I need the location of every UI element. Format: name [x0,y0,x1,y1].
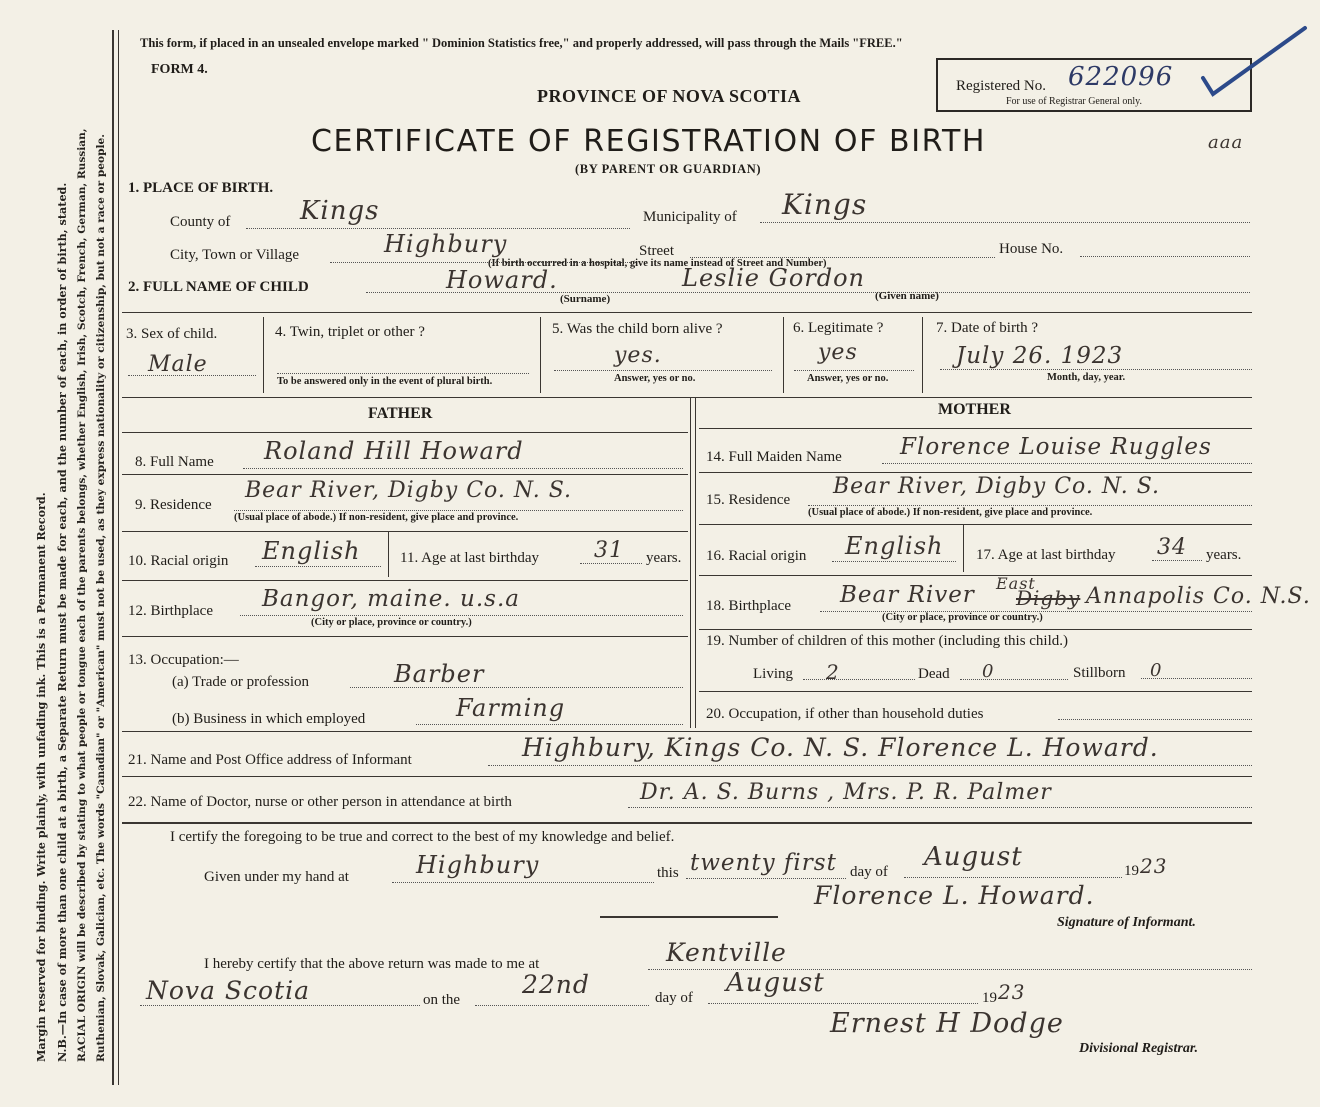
father-business-value: Farming [456,694,566,722]
father-racial-value: English [262,537,361,565]
mother-racial-value: English [845,532,944,560]
registrar-place-value: Kentville [666,938,787,967]
sex-value: Male [148,352,208,377]
mother-age-value: 34 [1157,535,1187,560]
father-years-label: years. [646,550,682,566]
mother-birthplace-note: (City or place, province or country.) [882,612,1043,623]
mother-age-label: 17. Age at last birthday [976,547,1116,563]
house-label: House No. [999,241,1064,257]
legitimate-value: yes [818,340,858,365]
province-heading: PROVINCE OF NOVA SCOTIA [537,86,802,106]
form-number: FORM 4. [151,62,208,77]
stillborn-value: 0 [1150,660,1163,681]
certificate-title: CERTIFICATE OF REGISTRATION OF BIRTH [311,124,987,159]
margin-note-racial-origin: RACIAL ORIGIN will be described by stating to what people or tongue each of the parents belongs, whether English, Irish, Scotch, French, German, Russian, [76,128,88,1062]
mother-children-label: 19. Number of children of this mother (including this child.) [706,633,1069,649]
dob-value: July 26. 1923 [956,343,1124,369]
mother-birthplace-east: East [996,574,1036,593]
mother-birthplace-county: Annapolis Co. N.S. [1086,584,1311,609]
mother-occupation-label: 20. Occupation, if other than household duties [706,706,984,722]
registered-label: Registered No. [956,78,1046,94]
mother-birthplace-value: Bear River [840,582,975,608]
hospital-note: (If birth occurred in a hospital, give its name instead of Street and Number) [488,258,827,269]
alive-note: Answer, yes or no. [614,373,696,384]
certification-year-value: 23 [1140,854,1168,878]
stillborn-label: Stillborn [1073,665,1126,681]
doctor-label: 22. Name of Doctor, nurse or other person in attendance at birth [128,794,512,810]
registrar-province-value: Nova Scotia [146,976,311,1005]
mother-years-label: years. [1206,547,1242,563]
child-name-label: 2. FULL NAME OF CHILD [128,279,309,295]
certification-month-value: August [924,842,1023,872]
father-heading: FATHER [368,405,433,422]
city-label: City, Town or Village [170,247,300,263]
legitimate-label: 6. Legitimate ? [793,320,884,336]
father-residence-value: Bear River, Digby Co. N. S. [245,478,572,503]
registrar-day-value: 22nd [522,970,590,999]
father-racial-label: 10. Racial origin [128,553,229,569]
registrar-day-of-label: day of [655,990,693,1006]
margin-border-line-inner [118,30,119,1085]
alive-value: yes. [614,343,662,368]
mother-residence-note: (Usual place of abode.) If non-resident, give place and province. [808,507,1093,518]
informant-signature-label: Signature of Informant. [1057,915,1196,930]
dob-label: 7. Date of birth ? [936,320,1039,336]
certification-day-value: twenty first [690,850,837,876]
mother-name-label: 14. Full Maiden Name [706,449,842,465]
county-value: Kings [300,196,380,226]
certification-year-prefix: 19 [1124,863,1139,879]
father-occupation-label: 13. Occupation:— [128,652,239,668]
margin-note-plural-birth: N.B.—In case of more than one child at a birth, a Separate Return must be made for each, and the number of each, in order of birth, stated. [55,182,69,1062]
corner-mark: aaa [1208,132,1244,153]
informant-signature: Florence L. Howard. [814,881,1095,910]
registrar-signature-label: Divisional Registrar. [1079,1041,1199,1056]
given-under-label: Given under my hand at [204,869,349,885]
registrar-signature: Ernest H Dodge [830,1008,1064,1039]
child-given-name: Leslie Gordon [682,264,866,292]
informant-value: Highbury, Kings Co. N. S. Florence L. Howard. [522,733,1159,762]
certification-statement: I certify the foregoing to be true and correct to the best of my knowledge and belief. [170,829,675,845]
mother-residence-label: 15. Residence [706,492,791,508]
mother-birthplace-struck: Digby [1016,586,1081,610]
informant-label: 21. Name and Post Office address of Informant [128,752,412,768]
registered-number: 622096 [1068,62,1174,92]
mother-birthplace-label: 18. Birthplace [706,598,791,614]
doctor-value: Dr. A. S. Burns , Mrs. P. R. Palmer [640,780,1052,805]
dob-note: Month, day, year. [1047,372,1126,383]
father-birthplace-note: (City or place, province or country.) [311,617,472,628]
margin-note-nationality: Ruthenian, Slovak, Galician, etc. The words "Canadian" or "American" must not be used, as they express nationality or citizenship, but not a race or people. [95,134,107,1062]
given-name-note: (Given name) [875,290,939,302]
twin-label: 4. Twin, triplet or other ? [275,324,425,340]
certificate-subtitle: (BY PARENT OR GUARDIAN) [575,162,762,176]
father-name-value: Roland Hill Howard [264,437,524,465]
father-residence-label: 9. Residence [135,497,212,513]
check-mark-icon [1195,20,1315,100]
city-value: Highbury [384,230,508,258]
given-place-value: Highbury [416,851,540,879]
living-label: Living [753,666,793,682]
certification-day-of-label: day of [850,864,888,880]
father-birthplace-label: 12. Birthplace [128,603,213,619]
dead-value: 0 [982,661,995,682]
father-age-label: 11. Age at last birthday [400,550,539,566]
place-of-birth-heading: 1. PLACE OF BIRTH. [128,180,274,196]
father-age-value: 31 [594,538,624,563]
registrar-statement: I hereby certify that the above return was made to me at [204,956,540,972]
county-label: County of [170,214,231,230]
sex-label: 3. Sex of child. [126,326,218,342]
registrar-year-value: 23 [998,980,1026,1004]
mail-notice: This form, if placed in an unsealed envelope marked " Dominion Statistics free," and properly addressed, will pass through the Mails "FREE." [140,36,903,50]
legitimate-note: Answer, yes or no. [807,373,889,384]
mother-racial-label: 16. Racial origin [706,548,807,564]
mother-residence-value: Bear River, Digby Co. N. S. [833,474,1160,499]
margin-note-binding: Margin reserved for binding. Write plainly, with unfading ink. This is a Permanent Record. [34,492,48,1062]
margin-border-line [112,30,114,1085]
registrar-year-prefix: 19 [982,990,997,1006]
father-trade-value: Barber [394,660,485,688]
registrar-month-value: August [726,968,825,998]
registrar-note: For use of Registrar General only. [1006,96,1142,107]
dead-label: Dead [918,666,950,682]
father-name-label: 8. Full Name [135,454,214,470]
child-surname: Howard. [446,266,558,294]
living-value: 2 [826,660,840,684]
father-trade-label: (a) Trade or profession [172,674,310,690]
municipality-label: Municipality of [643,209,737,225]
mother-heading: MOTHER [938,401,1011,418]
father-residence-note: (Usual place of abode.) If non-resident, give place and province. [234,512,519,523]
mother-name-value: Florence Louise Ruggles [900,434,1212,460]
this-label: this [657,865,679,881]
on-the-label: on the [423,992,461,1008]
alive-label: 5. Was the child born alive ? [552,321,723,337]
surname-note: (Surname) [560,293,611,305]
twin-note: To be answered only in the event of plural birth. [277,376,493,387]
municipality-value: Kings [782,188,868,221]
father-birthplace-value: Bangor, maine. u.s.a [262,586,520,612]
street-label: Street [639,243,674,259]
father-business-label: (b) Business in which employed [172,711,366,727]
